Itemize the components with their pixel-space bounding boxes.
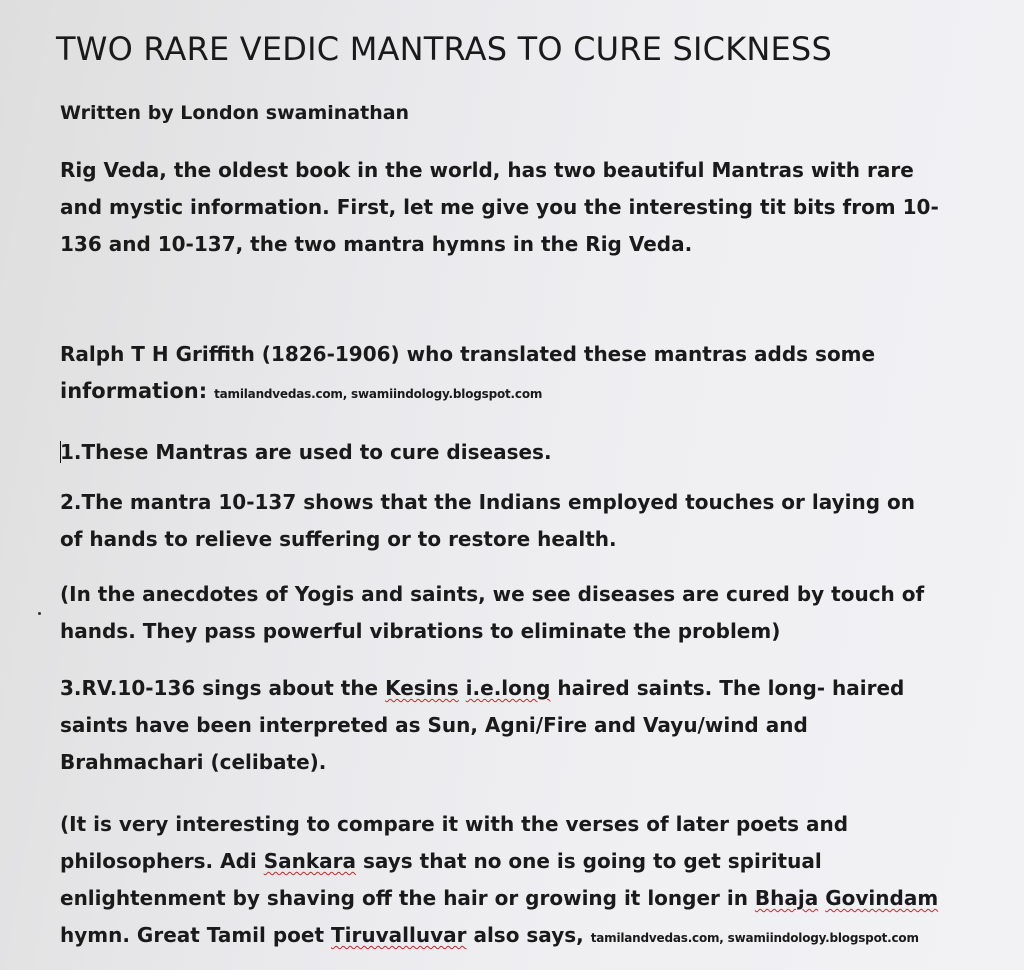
note-2-line-2 <box>60 843 938 880</box>
note-1-line-2: hands. They pass powerful vibrations to eliminate the problem) <box>60 619 781 643</box>
point-3-line-1 <box>60 670 904 707</box>
watermark-link-2: tamilandvedas.com, swamiindology.blogspot.com <box>590 931 919 945</box>
griffith-line-2 <box>60 373 875 413</box>
point-3 <box>60 670 904 781</box>
intro-line-3: 136 and 10-137, the two mantra hymns in the Rig Veda. <box>60 232 693 256</box>
note-2-line-3 <box>60 880 938 917</box>
point-2 <box>60 484 915 558</box>
spell-flag-govindam: Govindam <box>825 886 939 910</box>
spell-flag-bhaja: Bhaja <box>754 886 819 910</box>
spell-flag-ielong: i.e.long <box>465 676 551 700</box>
note-1 <box>60 576 924 650</box>
point-2-line-2: of hands to relieve suffering or to restore health. <box>60 527 617 551</box>
point-3-text-a: 3.RV.10-136 sings about the <box>60 676 386 700</box>
point-2-line-1: 2.The mantra 10-137 shows that the Indians employed touches or laying on <box>60 490 915 514</box>
note-2-text-c: says that no one is going to get spiritual <box>356 849 822 873</box>
griffith-information-word: information: <box>60 379 208 403</box>
watermark-link-1: tamilandvedas.com, swamiindology.blogspot.com <box>214 387 543 401</box>
intro-paragraph <box>60 152 939 263</box>
griffith-line-1: Ralph T H Griffith (1826-1906) who translated these mantras adds some <box>60 342 876 366</box>
note-2-text-4c: also says, <box>466 923 584 947</box>
point-3-line-2: saints have been interpreted as Sun, Agni/Fire and Vayu/wind and <box>60 713 808 737</box>
spell-flag-sankara: Sankara <box>263 849 357 873</box>
bullet-dot <box>38 612 41 615</box>
spell-flag-tiruvalluvar: Tiruvalluvar <box>331 923 467 947</box>
point-1 <box>60 434 552 471</box>
note-2-line-1: (It is very interesting to compare it with the verses of later poets and <box>60 812 849 836</box>
intro-line-2: and mystic information. First, let me give you the interesting tit bits from 10- <box>60 195 939 219</box>
point-1-line <box>60 434 552 471</box>
note-2-text-3a: enlightenment by shaving off the hair or growing it longer in <box>60 886 755 910</box>
point-1-text: 1.These Mantras are used to cure diseases. <box>60 440 552 464</box>
note-2-line-4 <box>60 917 938 957</box>
byline: Written by London swaminathan <box>60 102 410 124</box>
spell-flag-kesins: Kesins <box>385 676 459 700</box>
point-3-line-3: Brahmachari (celibate). <box>60 750 327 774</box>
griffith-paragraph <box>60 336 875 413</box>
point-3-space <box>459 676 466 700</box>
note-2-text-a: philosophers. Adi <box>60 849 264 873</box>
intro-line-1: Rig Veda, the oldest book in the world, has two beautiful Mantras with rare <box>60 158 914 182</box>
note-2-text-4a: hymn. Great Tamil poet <box>60 923 331 947</box>
document-title: TWO RARE VEDIC MANTRAS TO CURE SICKNESS <box>56 30 832 68</box>
note-1-line-1: (In the anecdotes of Yogis and saints, we see diseases are cured by touch of <box>60 582 925 606</box>
point-3-text-e: haired saints. The long- haired <box>550 676 905 700</box>
note-2 <box>60 806 938 957</box>
